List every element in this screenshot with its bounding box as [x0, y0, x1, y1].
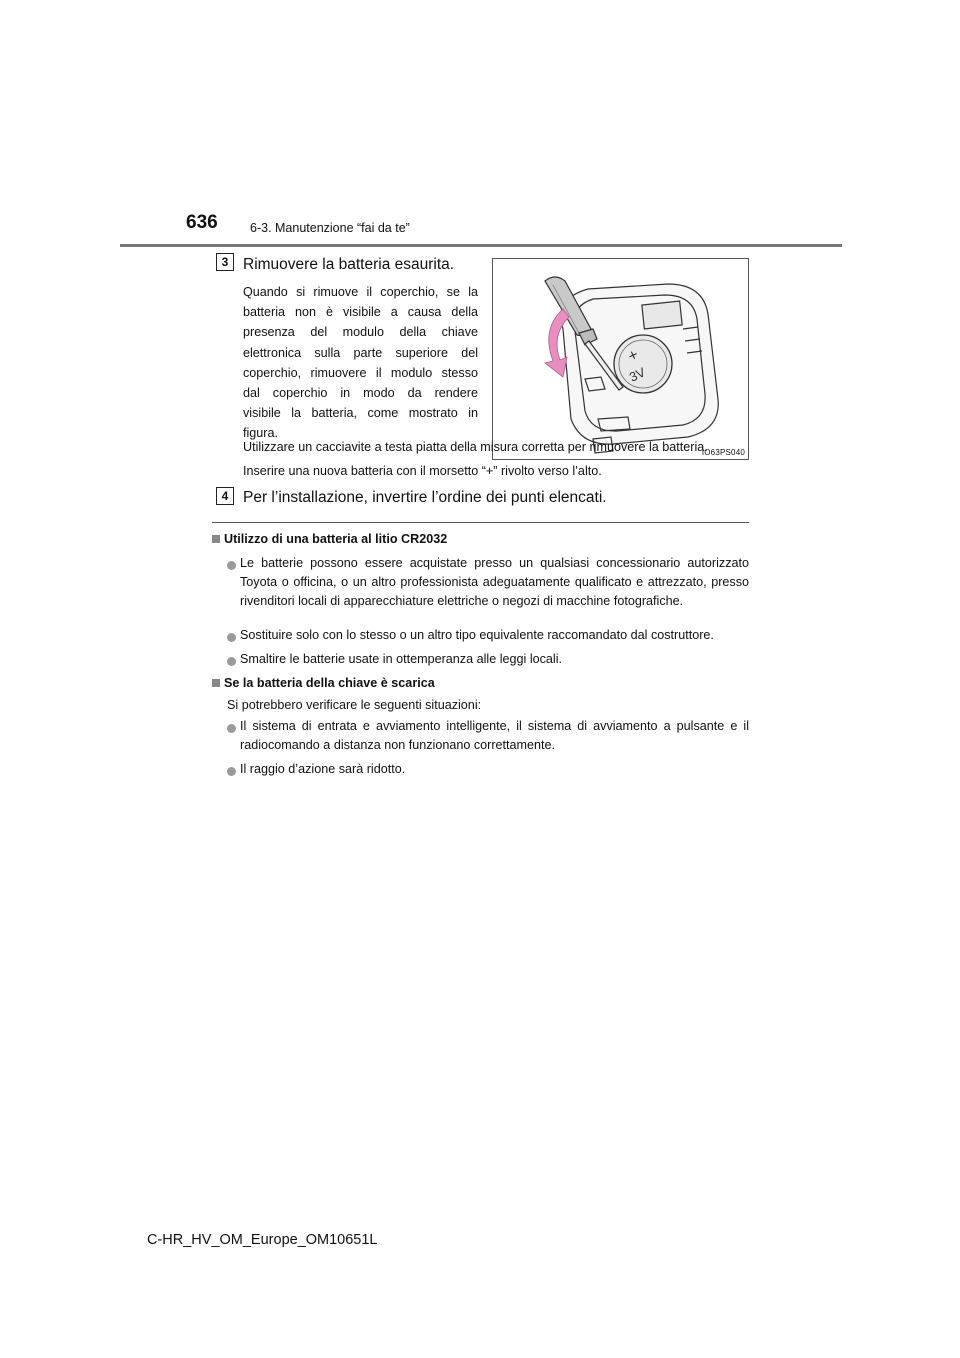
- step-3-description: [243, 282, 478, 444]
- bullet-icon: [227, 633, 236, 642]
- bullet-icon: [227, 767, 236, 776]
- battery-voltage-label: 3V: [626, 364, 648, 385]
- description-line: batteria non è visibile a causa della: [243, 305, 478, 320]
- page-number: 636: [186, 212, 218, 233]
- bullet-icon: [227, 657, 236, 666]
- step-3-title: Rimuovere la batteria esaurita.: [243, 256, 455, 273]
- description-line: figura.: [243, 426, 279, 441]
- screwdriver-battery-icon: [493, 259, 748, 459]
- notes-divider: [212, 522, 749, 523]
- bullet-systems: Il sistema di entrata e avviamento intelligente, il sistema di avviamento a pulsante e il radiocomando a distanza non funzionano correttamente.: [240, 719, 749, 752]
- square-bullet-icon: [212, 679, 220, 687]
- square-bullet-icon: [212, 535, 220, 543]
- bullet-purchase: Le batterie possono essere acquistate presso un qualsiasi concessionario autorizzato Toyota o officina, o un altro professionista adeguatamente qualificato e attrezzato, presso rivenditori locali di apparecchiature elettriche o negozi di macchine fotografiche.: [240, 556, 749, 608]
- step-4-title: Per l’installazione, invertire l’ordine dei punti elencati.: [243, 489, 607, 506]
- figure-code: IO63PS040: [701, 448, 745, 457]
- low-battery-intro: Si potrebbero verificare le seguenti situazioni:: [227, 698, 482, 712]
- description-line: elettronica sulla parte superiore del: [243, 345, 478, 360]
- coin-battery: [614, 335, 672, 393]
- bullet-dispose: Smaltire le batterie usate in ottemperanza alle leggi locali.: [240, 652, 563, 666]
- section-title: 6-3. Manutenzione “fai da te”: [250, 221, 410, 235]
- step-3-note-polarity: Inserire una nuova batteria con il morsetto “+” rivolto verso l’alto.: [243, 464, 602, 478]
- description-line: coperchio, rimuovere il modulo stesso: [243, 365, 478, 380]
- step-number-3: 3: [216, 253, 234, 271]
- step-3-note-screwdriver: Utilizzare un cacciavite a testa piatta della misura corretta per rimuovere la batteria.: [243, 440, 708, 454]
- battery-removal-figure: [492, 258, 749, 460]
- bullet-icon: [227, 561, 236, 570]
- note-heading-low-battery: Se la batteria della chiave è scarica: [212, 676, 435, 690]
- bullet-range: Il raggio d’azione sarà ridotto.: [240, 762, 406, 776]
- document-id: C-HR_HV_OM_Europe_OM10651L: [147, 1232, 378, 1248]
- description-line: dal coperchio in modo da rendere: [243, 386, 478, 401]
- bullet-icon: [227, 724, 236, 733]
- bullet-replace: Sostituire solo con lo stesso o un altro tipo equivalente raccomandato dal costruttore.: [240, 628, 714, 642]
- description-line: Quando si rimuove il coperchio, se la: [243, 285, 478, 299]
- note-heading-battery-type: Utilizzo di una batteria al litio CR2032: [212, 532, 447, 546]
- header-divider: [120, 244, 842, 247]
- description-line: presenza del modulo della chiave: [243, 325, 478, 340]
- battery-plus-label: +: [625, 346, 642, 366]
- step-number-4: 4: [216, 487, 234, 505]
- description-line: visibile la batteria, come mostrato in: [243, 406, 478, 421]
